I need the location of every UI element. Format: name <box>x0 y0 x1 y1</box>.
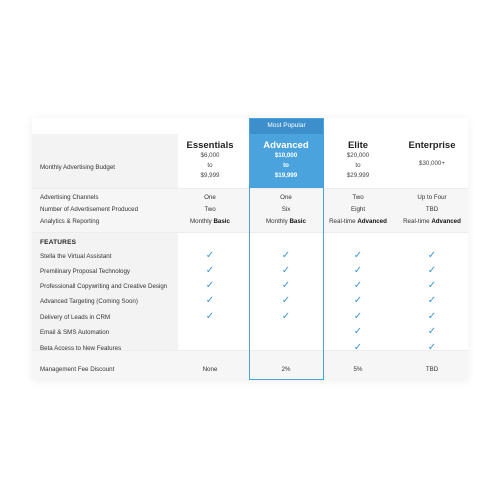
check-icon: ✓ <box>353 342 363 353</box>
channels-value: One <box>204 194 216 201</box>
check-icon: ✓ <box>427 342 437 353</box>
plan-price: $20,000 <box>346 152 370 159</box>
fee-value: None <box>202 366 218 373</box>
plan-name: Advanced <box>263 140 309 151</box>
plan-enterprise <box>396 140 468 169</box>
check-icon: ✓ <box>281 265 291 276</box>
check-icon: ✓ <box>427 280 437 291</box>
plan-price: $10,000 <box>274 152 298 159</box>
analytics-level: Advanced <box>431 218 461 225</box>
check-icon: ✓ <box>205 295 215 306</box>
plan-price: $30,000+ <box>419 160 445 167</box>
plan-name: Enterprise <box>408 140 456 151</box>
analytics-value <box>322 218 394 225</box>
feature-label: Advanced Targeting (Coming Soon) <box>40 298 138 305</box>
features-heading: FEATURES <box>40 239 77 246</box>
analytics-prefix: Monthly <box>266 218 288 225</box>
pricing-table <box>32 118 468 380</box>
feature-label: Beta Access to New Features <box>40 345 122 352</box>
check-icon: ✓ <box>205 250 215 261</box>
check-icon: ✓ <box>427 326 437 337</box>
plan-price: $29,999 <box>346 172 370 179</box>
check-icon: ✓ <box>427 311 437 322</box>
check-icon: ✓ <box>427 250 437 261</box>
analytics-level: Basic <box>289 218 306 225</box>
plan-essentials <box>174 140 246 181</box>
plan-price: to <box>207 162 213 169</box>
plan-price: $9,999 <box>200 172 220 179</box>
plan-name: Elite <box>347 140 369 151</box>
channels-value: One <box>280 194 292 201</box>
advanced-column-highlight <box>249 118 324 380</box>
produced-value: TBD <box>425 206 439 213</box>
feature-label: Delivery of Leads in CRM <box>40 314 111 321</box>
check-icon: ✓ <box>353 250 363 261</box>
plan-name: Essentials <box>186 140 234 151</box>
plan-price: $19,999 <box>274 172 298 179</box>
fee-value: TBD <box>425 366 439 373</box>
feature-label: Professionall Copywriting and Creative Design <box>40 283 168 290</box>
analytics-prefix: Real-time <box>329 218 356 225</box>
check-icon: ✓ <box>353 295 363 306</box>
row-label-channels: Advertising Channels <box>40 194 99 201</box>
check-icon: ✓ <box>353 280 363 291</box>
plan-elite <box>322 140 394 181</box>
plan-price: to <box>283 162 289 169</box>
check-icon: ✓ <box>281 280 291 291</box>
check-icon: ✓ <box>353 311 363 322</box>
analytics-level: Advanced <box>357 218 387 225</box>
analytics-value <box>396 218 468 225</box>
check-icon: ✓ <box>205 311 215 322</box>
channels-value: Up to Four <box>417 194 447 201</box>
check-icon: ✓ <box>353 326 363 337</box>
analytics-level: Basic <box>213 218 230 225</box>
most-popular-badge: Most Popular <box>249 118 324 134</box>
produced-value: Two <box>204 206 216 213</box>
plan-price: $6,000 <box>200 152 220 159</box>
check-icon: ✓ <box>427 295 437 306</box>
check-icon: ✓ <box>281 311 291 322</box>
produced-value: Eight <box>350 206 366 213</box>
check-icon: ✓ <box>353 265 363 276</box>
fee-value: 2% <box>281 366 291 373</box>
feature-label: Email & SMS Automation <box>40 329 110 336</box>
check-icon: ✓ <box>205 265 215 276</box>
row-label-budget: Monthly Advertising Budget <box>40 164 115 171</box>
produced-value: Six <box>281 206 291 213</box>
analytics-prefix: Real-time <box>403 218 430 225</box>
row-label-fee: Management Fee Discount <box>40 366 115 373</box>
analytics-prefix: Monthly <box>190 218 212 225</box>
channels-value: Two <box>352 194 364 201</box>
check-icon: ✓ <box>281 250 291 261</box>
plan-price: to <box>355 162 361 169</box>
row-label-produced: Number of Advertisement Produced <box>40 206 139 213</box>
check-icon: ✓ <box>281 295 291 306</box>
analytics-value <box>174 218 246 225</box>
feature-label: Stella the Virtual Assistant <box>40 253 112 260</box>
feature-label: Premilinary Proposal Technology <box>40 268 130 275</box>
row-label-analytics: Analytics & Reporting <box>40 218 100 225</box>
check-icon: ✓ <box>205 280 215 291</box>
fee-value: 5% <box>353 366 363 373</box>
check-icon: ✓ <box>427 265 437 276</box>
